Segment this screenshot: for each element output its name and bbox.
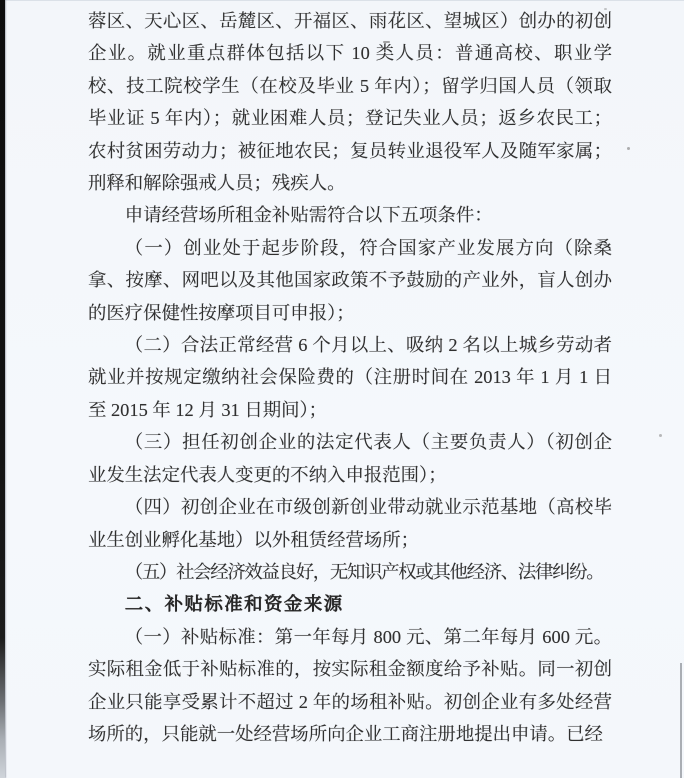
scan-edge-left (0, 0, 5, 778)
scan-edge-top (0, 0, 684, 1)
scan-edge-right (680, 663, 682, 778)
paragraph-continued-target-groups: 蓉区、天心区、岳麓区、开福区、雨花区、望城区）创办的初创企业。就业重点群体包括以下 10 类人员：普通高校、职业学校、技工院校学生（在校及毕业 5 年内）；留学归国人员（领取毕业证 5 年内）；就业困难人员；登记失业人员；返乡农民工；农村贫困劳动力；被征地农民；复员转业退役军人及随军家属；刑释和解除强戒人员；残疾人。 (88, 11, 612, 194)
paragraph-condition-2: （二）合法正常经营 6 个月以上、吸纳 2 名以上城乡劳动者就业并按规定缴纳社会保险费的（注册时间在 2013 年 1 月 1 日至 2015 年 12 月 31 日期间）； (88, 335, 612, 420)
scan-noise-dot (627, 147, 630, 150)
scan-noise-dot (659, 434, 662, 437)
section-heading-subsidy-standard: 二、补贴标准和资金来源 (124, 593, 344, 615)
paragraph-subsidy-standard: （一）补贴标准：第一年每月 800 元、第二年每月 600 元。实际租金低于补贴标准的，按实际租金额度给予补贴。同一初创企业只能享受累计不超过 2 年的场租补贴。初创企业有多处经营场所的，只能就一处经营场所向企业工商注册地提出申请。已经 (88, 626, 612, 744)
paragraph-condition-3: （三）担任初创企业的法定代表人（主要负责人）（初创企业发生法定代表人变更的不纳入申报范围）； (88, 432, 612, 485)
paragraph-condition-5: （五）社会经济效益良好，无知识产权或其他经济、法律纠纷。 (124, 561, 604, 582)
document-body (88, 5, 612, 750)
paragraph-condition-1: （一）创业处于起步阶段，符合国家产业发展方向（除桑拿、按摩、网吧以及其他国家政策不予鼓励的产业外，盲人创办的医疗保健性按摩项目可申报）； (88, 237, 612, 323)
paragraph-conditions-intro: 申请经营场所租金补贴需符合以下五项条件： (124, 205, 493, 226)
paragraph-condition-4: （四）初创企业在市级创新创业带动就业示范基地（高校毕业生创业孵化基地）以外租赁经营场所； (88, 497, 612, 550)
